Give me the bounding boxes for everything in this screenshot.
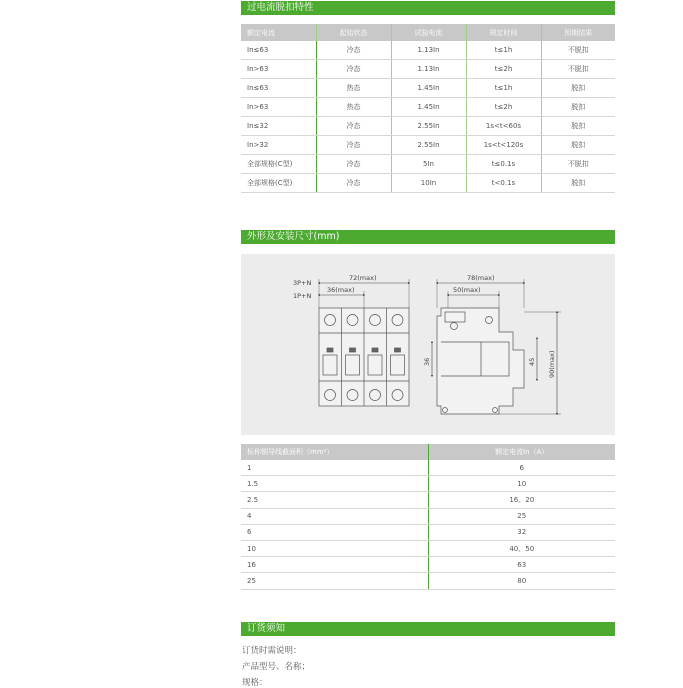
table-cell: In≤32 <box>241 117 316 136</box>
col-header: 额定电流 <box>241 24 316 41</box>
dimension-drawing <box>241 254 615 435</box>
table-cell: 5In <box>391 155 466 174</box>
table-cell: 不脱扣 <box>541 41 615 60</box>
ordering-line: 规格： <box>242 678 268 688</box>
table-cell: 16、20 <box>428 492 615 508</box>
table-cell: 25 <box>241 573 428 589</box>
table-cell: 冷态 <box>316 117 391 136</box>
label-72max: 72(max) <box>349 274 377 282</box>
table-row <box>241 540 615 556</box>
side-view-breaker <box>437 308 524 414</box>
wire-size-table <box>241 444 615 590</box>
table-row <box>241 79 615 98</box>
table-cell: 6 <box>241 524 428 540</box>
table-cell: 脱扣 <box>541 117 615 136</box>
table-cell: 脱扣 <box>541 174 615 193</box>
table-cell: 25 <box>428 508 615 524</box>
col-header: 预期结果 <box>541 24 615 41</box>
table-cell: 10 <box>428 476 615 492</box>
col-header: 标称铜导线截面积（mm²） <box>241 444 428 460</box>
label-50max: 50(max) <box>453 286 481 294</box>
table-row <box>241 136 615 155</box>
dimension-drawing-svg <box>241 254 615 435</box>
table-cell: In≤63 <box>241 79 316 98</box>
table-cell: 1.45In <box>391 98 466 117</box>
label-1p-n: 1P+N <box>293 292 312 300</box>
table-cell: t≤0.1s <box>466 155 541 174</box>
table-cell: 冷态 <box>316 174 391 193</box>
table-cell: 不脱扣 <box>541 60 615 79</box>
table-cell: 63 <box>428 557 615 573</box>
table-row <box>241 98 615 117</box>
table-header-row <box>241 24 615 41</box>
section-title-overcurrent: 过电流脱扣特性 <box>241 1 615 15</box>
table-cell: 40、50 <box>428 540 615 556</box>
table-cell: 1.13In <box>391 60 466 79</box>
table-row <box>241 60 615 79</box>
table-row <box>241 41 615 60</box>
table-row <box>241 476 615 492</box>
table-cell: 脱扣 <box>541 136 615 155</box>
table-row <box>241 117 615 136</box>
label-45-height: 45 <box>528 357 536 366</box>
table-cell: 16 <box>241 557 428 573</box>
table-cell: 全部规格(C型) <box>241 174 316 193</box>
table-row <box>241 557 615 573</box>
table-cell: 1.45In <box>391 79 466 98</box>
table-cell: 2.55In <box>391 136 466 155</box>
table-cell: In>32 <box>241 136 316 155</box>
table-cell: 热态 <box>316 79 391 98</box>
table-cell: 1 <box>241 460 428 476</box>
section-title-dimensions: 外形及安装尺寸(mm) <box>241 230 615 244</box>
table-header-row <box>241 444 615 460</box>
section-title-ordering: 订货须知 <box>241 622 615 636</box>
table-row <box>241 573 615 589</box>
table-cell: 32 <box>428 524 615 540</box>
table-cell: 冷态 <box>316 136 391 155</box>
table-cell: 80 <box>428 573 615 589</box>
table-cell: In≤63 <box>241 41 316 60</box>
table-cell: 不脱扣 <box>541 155 615 174</box>
table-row <box>241 492 615 508</box>
table-cell: 2.55In <box>391 117 466 136</box>
label-36-height: 36 <box>423 357 431 366</box>
table-cell: t≤1h <box>466 79 541 98</box>
table-cell: 冷态 <box>316 155 391 174</box>
label-90max-height: 90(max) <box>548 350 556 378</box>
label-78max: 78(max) <box>467 274 495 282</box>
table-row <box>241 174 615 193</box>
table-row <box>241 155 615 174</box>
table-cell: In>63 <box>241 60 316 79</box>
table-cell: 热态 <box>316 98 391 117</box>
table-cell: 10In <box>391 174 466 193</box>
table-cell: 冷态 <box>316 41 391 60</box>
ordering-line: 订货时需说明： <box>242 646 302 656</box>
table-cell: 2.5 <box>241 492 428 508</box>
table-cell: 10 <box>241 540 428 556</box>
table-cell: t≤2h <box>466 60 541 79</box>
table-cell: 脱扣 <box>541 98 615 117</box>
table-row <box>241 460 615 476</box>
label-36max: 36(max) <box>327 286 355 294</box>
table-row <box>241 508 615 524</box>
col-header: 起始状态 <box>316 24 391 41</box>
ordering-line: 产品型号、名称； <box>242 662 311 672</box>
table-row <box>241 524 615 540</box>
front-view-breaker <box>319 308 409 406</box>
table-cell: 脱扣 <box>541 79 615 98</box>
table-cell: 1.13In <box>391 41 466 60</box>
col-header: 规定时间 <box>466 24 541 41</box>
col-header: 试验电流 <box>391 24 466 41</box>
table-cell: 4 <box>241 508 428 524</box>
table-cell: 全部规格(C型) <box>241 155 316 174</box>
table-cell: 6 <box>428 460 615 476</box>
table-cell: 1s<t<120s <box>466 136 541 155</box>
table-cell: In>63 <box>241 98 316 117</box>
table-cell: 1s<t<60s <box>466 117 541 136</box>
table-cell: 1.5 <box>241 476 428 492</box>
overcurrent-table <box>241 24 615 193</box>
table-cell: 冷态 <box>316 60 391 79</box>
table-cell: t≤2h <box>466 98 541 117</box>
table-cell: t≤1h <box>466 41 541 60</box>
table-cell: t<0.1s <box>466 174 541 193</box>
col-header: 额定电流In（A） <box>428 444 615 460</box>
label-3p-n: 3P+N <box>293 279 312 287</box>
